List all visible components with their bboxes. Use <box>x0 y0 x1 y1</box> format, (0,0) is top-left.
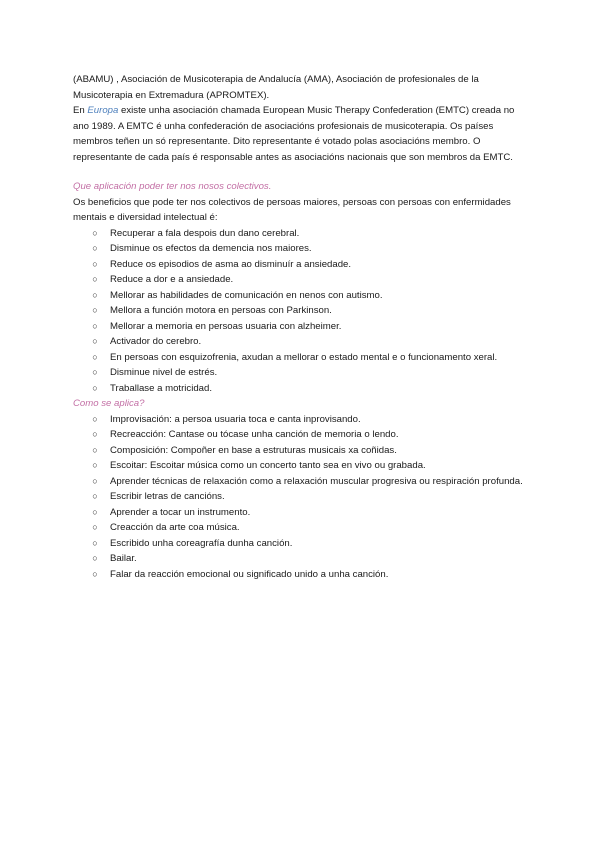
bullet-icon: ○ <box>92 506 98 517</box>
europe-text: existe unha asociación chamada European Music Therapy Confederation (EMTC) creada no ano 1989. A EMTC é unha confederación de asociacións profesionais de musicoterapia. Os países membros teñen un só representante. Dito representante é votado polas asociacións membro. O representante de cada país é responsable antes as asociacións nacionais que son membros da EMTC. <box>73 105 515 163</box>
list-item-text: Creacción da arte coa música. <box>110 522 240 533</box>
document-body <box>73 72 533 582</box>
list-item-text: Bailar. <box>110 553 137 564</box>
list-item-text: Falar da reacción emocional ou significado unido a unha canción. <box>110 568 389 580</box>
section2-heading: Como se aplica? <box>73 398 145 409</box>
list-item <box>73 226 533 242</box>
list-item <box>73 474 533 490</box>
list-item-text: Mellorar as habilidades de comunicación en nenos con autismo. <box>110 289 383 301</box>
bullet-icon: ○ <box>92 537 98 548</box>
list-item <box>73 443 533 459</box>
list-item-text: Reduce a dor e a ansiedade. <box>110 274 234 285</box>
list-item-text: Composición: Compoñer en base a estruturas musicais xa coñidas. <box>110 444 397 456</box>
intro-line-1: (ABAMU) , Asociación de Musicoterapia de Andalucía (AMA), Asociación de profesionales de la <box>73 74 479 85</box>
bullet-icon: ○ <box>92 413 98 424</box>
list-item <box>73 427 533 443</box>
list-item-text: Recuperar a fala despois dun dano cerebral. <box>110 227 300 239</box>
bullet-icon: ○ <box>92 289 98 300</box>
list-item <box>73 381 533 397</box>
europe-link[interactable]: Europa <box>87 105 119 116</box>
list-item <box>73 334 533 350</box>
list-item-text: Disminue nivel de estrés. <box>110 367 218 378</box>
list-item <box>73 241 533 257</box>
bullet-icon: ○ <box>92 382 98 393</box>
list-item <box>73 272 533 288</box>
list-item-text: Aprender a tocar un instrumento. <box>110 506 251 518</box>
section1-lead: Os beneficios que pode ter nos colectivos de persoas maiores, persoas con persoas con enfermidades mentais e diversidad intelectual é: <box>73 196 511 223</box>
bullet-icon: ○ <box>92 553 98 563</box>
bullet-icon: ○ <box>92 367 98 377</box>
list-item <box>73 520 533 536</box>
bullet-icon: ○ <box>92 274 98 284</box>
list-item-text: Mellorar a memoria en persoas usuaria con alzheimer. <box>110 320 342 332</box>
list-item <box>73 319 533 335</box>
bullet-icon: ○ <box>92 491 98 501</box>
benefits-list <box>73 226 533 397</box>
list-item <box>73 551 533 567</box>
bullet-icon: ○ <box>92 258 98 269</box>
list-item-text: Recreacción: Cantase ou tócase unha canción de memoria o lendo. <box>110 429 399 440</box>
intro-line-2: Musicoterapia en Extremadura (APROMTEX). <box>73 89 270 101</box>
list-item <box>73 365 533 381</box>
bullet-icon: ○ <box>92 336 98 346</box>
intro-paragraph <box>73 72 533 103</box>
bullet-icon: ○ <box>92 351 98 362</box>
bullet-icon: ○ <box>92 460 98 470</box>
list-item <box>73 350 533 366</box>
europe-paragraph <box>73 103 533 165</box>
list-item <box>73 536 533 552</box>
bullet-icon: ○ <box>92 444 98 455</box>
bullet-icon: ○ <box>92 475 98 486</box>
bullet-icon: ○ <box>92 320 98 331</box>
list-item <box>73 567 533 583</box>
list-item-text: Aprender técnicas de relaxación como a relaxación muscular progresiva ou respiración profunda. <box>110 475 523 487</box>
bullet-icon: ○ <box>92 429 98 439</box>
list-item-text: Improvisación: a persoa usuaria toca e canta inprovisando. <box>110 413 361 425</box>
list-item-text: Mellora a función motora en persoas con Parkinson. <box>110 305 332 316</box>
list-item-text: Escribido unha coreagrafía dunha canción. <box>110 537 293 549</box>
bullet-icon: ○ <box>92 227 98 238</box>
bullet-icon: ○ <box>92 305 98 315</box>
list-item <box>73 458 533 474</box>
list-item-text: Traballase a motricidad. <box>110 382 213 394</box>
list-item <box>73 257 533 273</box>
list-item <box>73 412 533 428</box>
europe-prefix: En <box>73 105 88 116</box>
bullet-icon: ○ <box>92 568 98 579</box>
list-item-text: Escribir letras de cancións. <box>110 491 225 502</box>
list-item <box>73 505 533 521</box>
list-item <box>73 288 533 304</box>
list-item <box>73 489 533 505</box>
methods-list <box>73 412 533 583</box>
list-item-text: En persoas con esquizofrenia, axudan a mellorar o estado mental e o funcionamento xeral. <box>110 351 498 363</box>
section1-heading: Que aplicación poder ter nos nosos colectivos. <box>73 181 272 192</box>
list-item <box>73 303 533 319</box>
list-item-text: Activador do cerebro. <box>110 336 202 347</box>
list-item-text: Disminue os efectos da demencia nos maiores. <box>110 243 312 254</box>
list-item-text: Reduce os episodios de asma ao disminuír a ansiedade. <box>110 258 352 270</box>
bullet-icon: ○ <box>92 243 98 253</box>
bullet-icon: ○ <box>92 522 98 532</box>
list-item-text: Escoitar: Escoitar música como un concerto tanto sea en vivo ou grabada. <box>110 460 426 471</box>
